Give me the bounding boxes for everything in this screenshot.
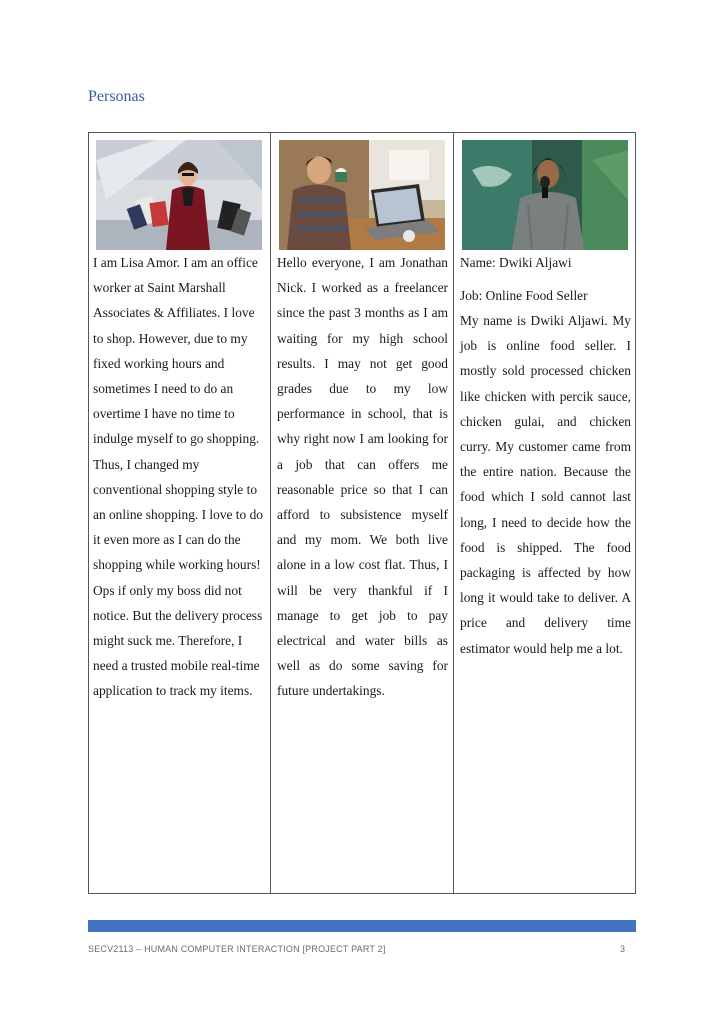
page-heading: Personas <box>88 88 145 105</box>
persona-job-line: Job: Online Food Seller <box>460 288 588 303</box>
persona-text-lisa: I am Lisa Amor. I am an office worker at Saint Marshall Associates & Affiliates. I love to shop. However, due to my fixed working hours and sometimes I need to do an overtime I have no time to indulge myself to go shopping. Thus, I changed my conventional shopping style to an online shopping. I love to do it even more as I can do the shopping while working hours! Ops if only my boss did not notice. But the delivery process might suck me. Therefore, I need a trusted mobile real-time application to track my items. <box>93 255 263 699</box>
persona-column-jonathan <box>271 133 454 893</box>
persona-description-dwiki: My name is Dwiki Aljawi. My job is online food seller. I mostly sold processed chicken like chicken with percik sauce, chicken gulai, and chicken curry. My customer came from the entire nation. Because the food which I sold cannot last long, I need to decide how the food is shipped. The food packaging is affected by how long it would take to deliver. A price and delivery time estimator would help me a lot. <box>460 313 631 656</box>
persona-text-dwiki <box>460 250 631 661</box>
persona-photo-jonathan <box>279 140 445 250</box>
persona-name-line: Name: Dwiki Aljawi <box>460 255 572 270</box>
footer-course-title: SECV2113 – HUMAN COMPUTER INTERACTION [PROJECT PART 2] <box>88 944 386 954</box>
persona-column-lisa <box>89 133 271 893</box>
persona-column-dwiki <box>454 133 635 893</box>
persona-text-jonathan: Hello everyone, I am Jonathan Nick. I worked as a freelancer since the past 3 months as I am waiting for my high school results. I may not get good grades due to my low performance in school, that is why right now I am looking for a job that can offers me reasonable price so that I can afford to subsistence myself and my mom. We both live alone in a low cost flat. Thus, I will be very thankful if I manage to get job to pay electrical and water bills as well as do some saving for future undertakings. <box>277 255 448 699</box>
footer-bar <box>88 920 636 932</box>
persona-photo-lisa <box>96 140 262 250</box>
persona-table <box>88 132 636 894</box>
page-number: 3 <box>620 944 626 954</box>
persona-photo-dwiki <box>462 140 628 250</box>
